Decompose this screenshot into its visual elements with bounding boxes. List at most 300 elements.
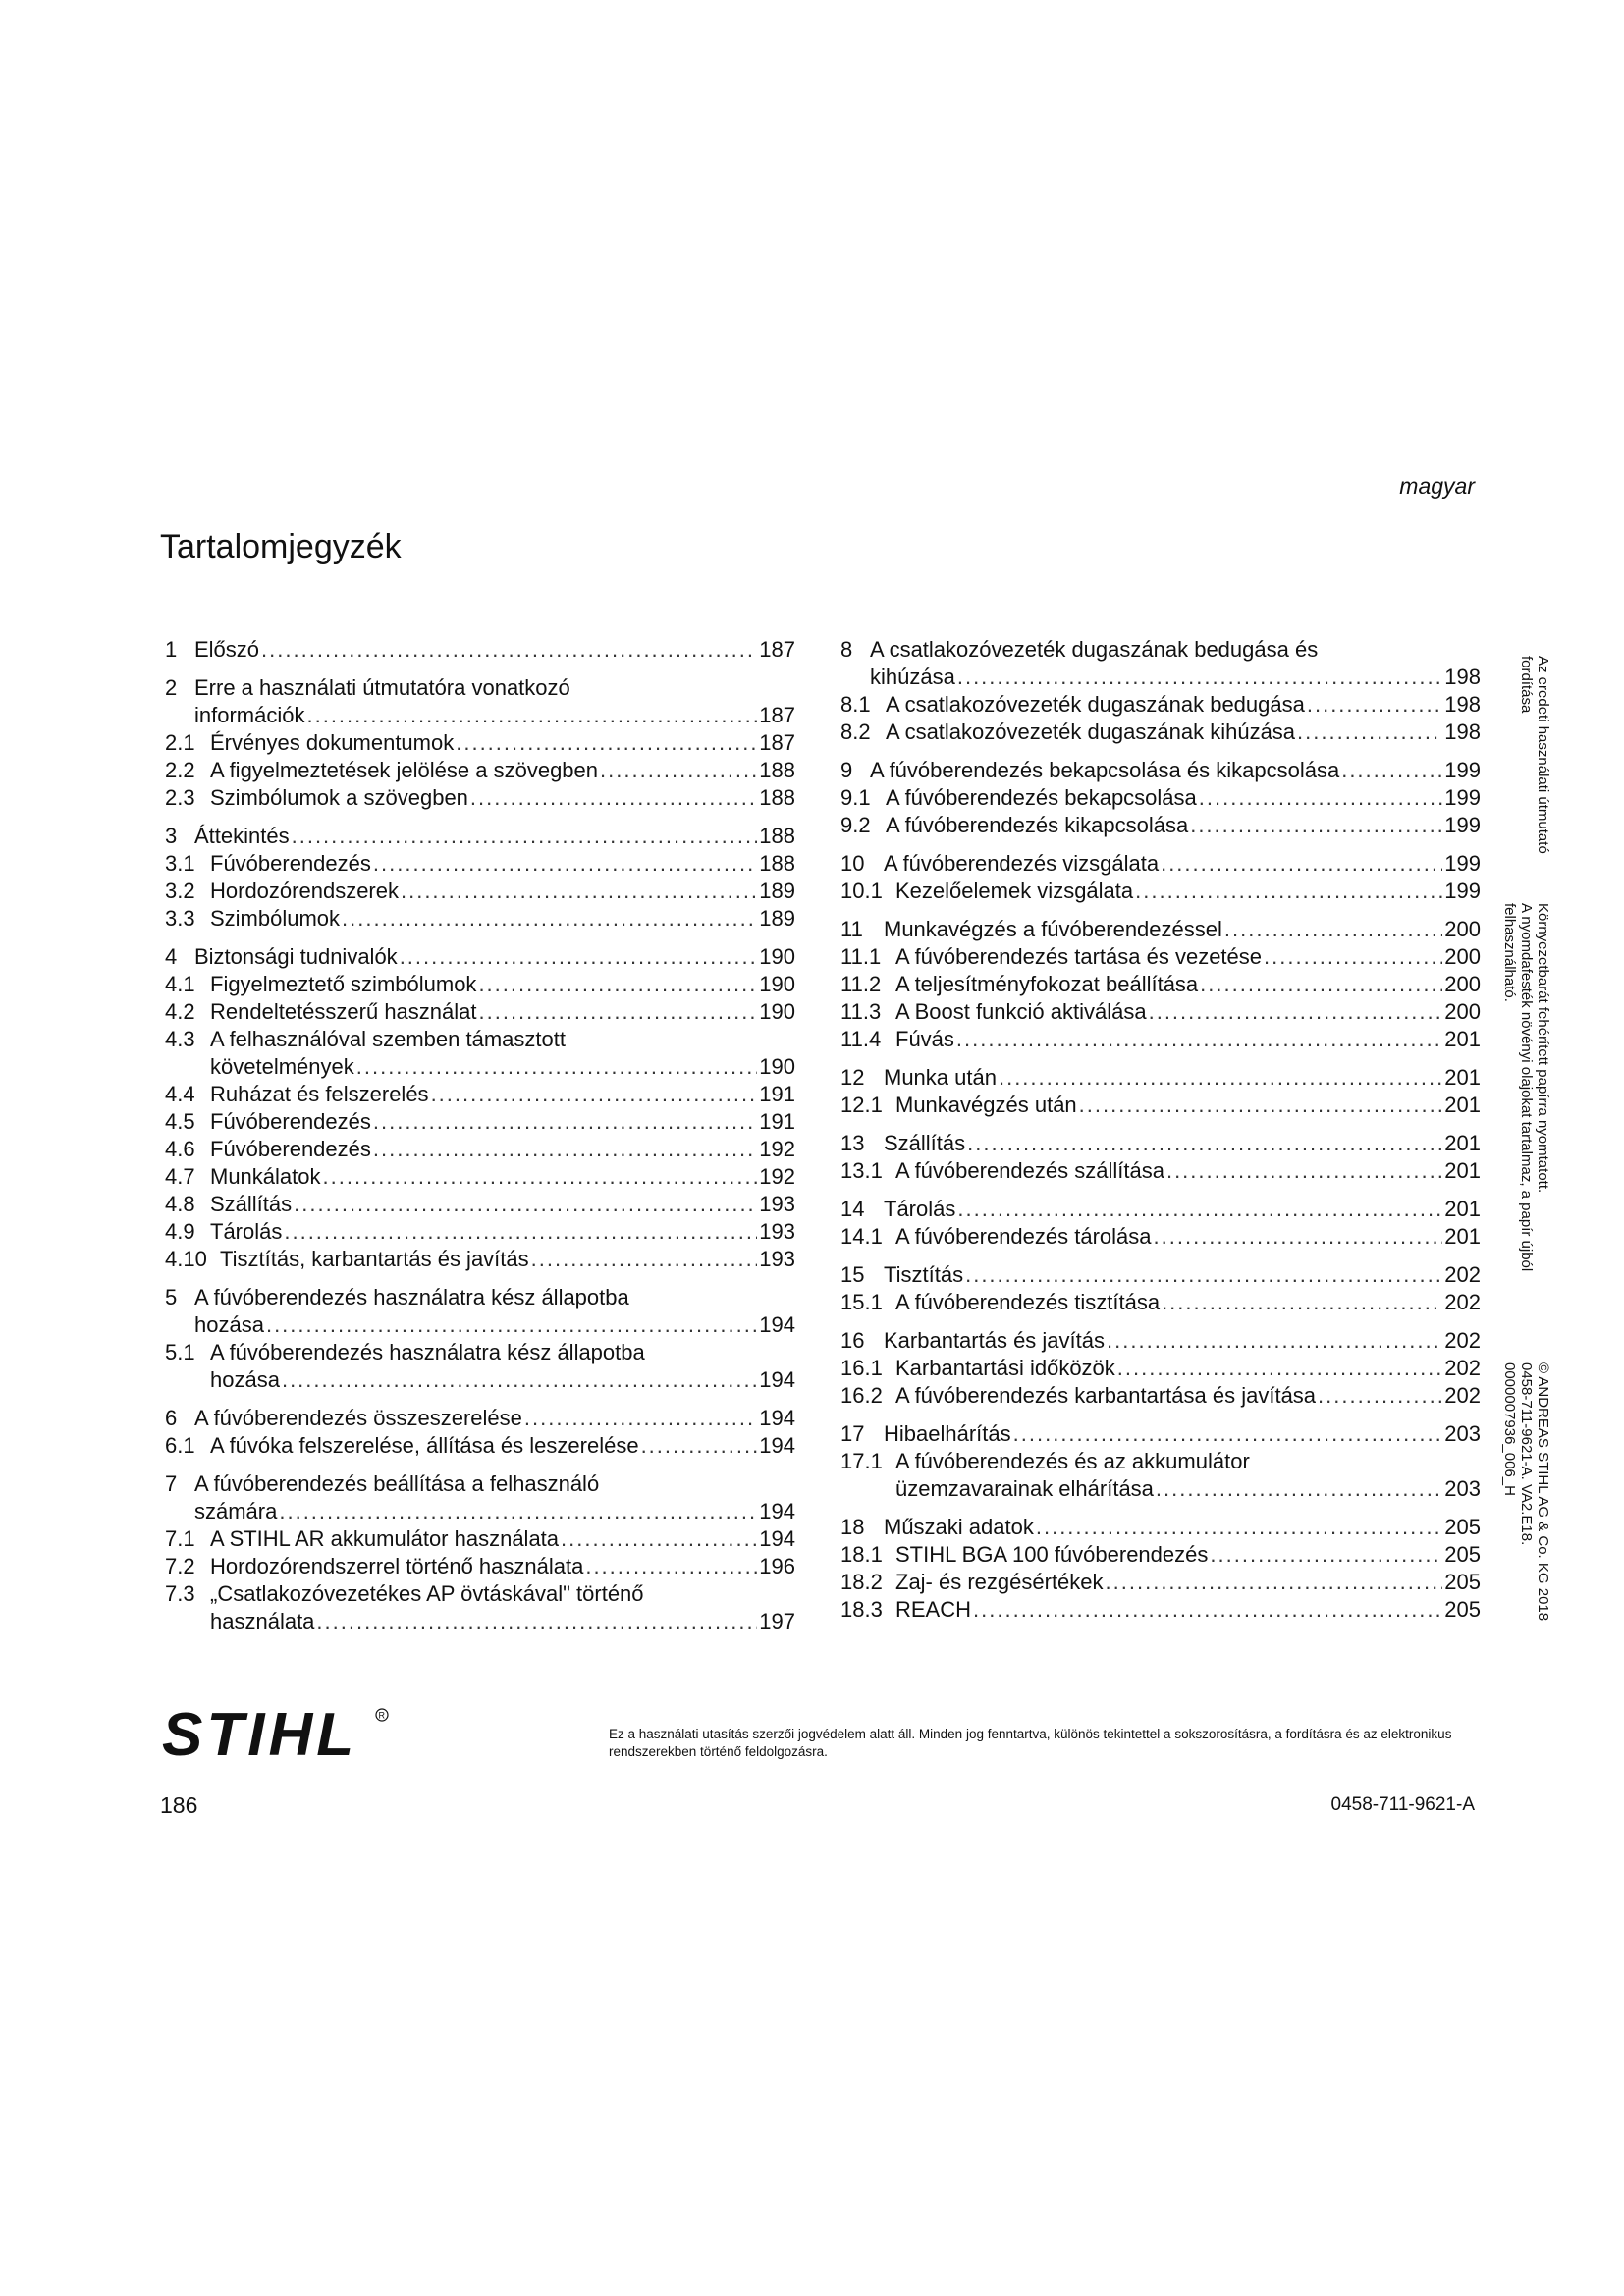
toc-entry-title: Hordozórendszerrel történő használata xyxy=(210,1554,584,1578)
toc-entry-page: 196 xyxy=(759,1554,795,1578)
toc-entry-number: 2.3 xyxy=(165,785,195,810)
toc-dot-leader xyxy=(1190,812,1442,839)
document-code: 0458-711-9621-A xyxy=(1330,1794,1475,1815)
toc-entry-page: 194 xyxy=(759,1406,795,1430)
toc-entry-number: 6 xyxy=(165,1406,178,1430)
page-title: Tartalomjegyzék xyxy=(160,528,402,565)
toc-dot-leader xyxy=(1341,757,1442,784)
toc-left-column xyxy=(165,636,795,1635)
toc-entry-title: Erre a használati útmutatóra vonatkozó xyxy=(194,675,570,700)
stihl-logo-text: STIHL xyxy=(162,1706,358,1763)
toc-entry-title: Munka után xyxy=(884,1065,997,1090)
toc-entry-page: 194 xyxy=(759,1312,795,1337)
toc-entry[interactable] xyxy=(840,850,1481,878)
toc-dot-leader xyxy=(600,757,757,784)
toc-dot-leader xyxy=(1135,878,1442,905)
toc-entry-title: Hibaelhárítás xyxy=(884,1421,1011,1446)
toc-entry-page: 187 xyxy=(759,637,795,662)
toc-entry-number: 18.2 xyxy=(840,1570,883,1594)
toc-entry-page: 198 xyxy=(1444,692,1481,717)
toc-entry-page: 188 xyxy=(759,758,795,782)
toc-entry-number: 1 xyxy=(165,637,178,662)
toc-entry[interactable] xyxy=(165,998,795,1026)
toc-entry[interactable] xyxy=(165,1580,795,1635)
toc-entry-title: A fúvóberendezés használatra kész állapotba xyxy=(194,1285,629,1309)
toc-entry-page: 202 xyxy=(1444,1356,1481,1380)
toc-entry-page: 190 xyxy=(759,1054,795,1079)
toc-entry-title: Figyelmeztető szimbólumok xyxy=(210,972,477,996)
toc-entry[interactable] xyxy=(840,1261,1481,1289)
toc-entry-title: használata xyxy=(210,1609,315,1633)
toc-entry-page: 193 xyxy=(759,1192,795,1216)
toc-entry-page: 199 xyxy=(1444,851,1481,876)
toc-entry[interactable] xyxy=(840,1092,1481,1119)
toc-entry-title: Hordozórendszerek xyxy=(210,879,399,903)
toc-entry-title: Munkavégzés után xyxy=(895,1093,1077,1117)
toc-entry-page: 201 xyxy=(1444,1065,1481,1090)
toc-entry-title: Szimbólumok a szövegben xyxy=(210,785,468,810)
toc-entry-page: 194 xyxy=(759,1367,795,1392)
toc-entry-title: A csatlakozóvezeték dugaszának bedugása és xyxy=(870,637,1319,662)
toc-entry-title: Szállítás xyxy=(884,1131,966,1155)
toc-entry-number: 3.3 xyxy=(165,906,195,931)
toc-entry-title: hozása xyxy=(210,1367,280,1392)
toc-entry-number: 9.2 xyxy=(840,813,871,837)
toc-entry-number: 8 xyxy=(840,637,853,662)
toc-entry-number: 3 xyxy=(165,824,178,848)
toc-entry-number: 18.3 xyxy=(840,1597,883,1622)
toc-entry-page: 187 xyxy=(759,703,795,727)
toc-entry-title: Tárolás xyxy=(884,1197,956,1221)
toc-entry-number: 11.4 xyxy=(840,1027,882,1051)
toc-entry-title: Fúvóberendezés xyxy=(210,851,371,876)
toc-entry-page: 193 xyxy=(759,1247,795,1271)
toc-entry-title: információk xyxy=(194,703,305,727)
toc-dot-leader xyxy=(292,823,758,850)
toc-entry-page: 202 xyxy=(1444,1328,1481,1353)
toc-entry-page: 205 xyxy=(1444,1542,1481,1567)
toc-entry-page: 200 xyxy=(1444,999,1481,1024)
toc-entry-title: A csatlakozóvezeték dugaszának kihúzása xyxy=(886,720,1296,744)
toc-entry[interactable] xyxy=(165,1525,795,1553)
toc-dot-leader xyxy=(967,1130,1442,1157)
toc-entry-title: Érvényes dokumentumok xyxy=(210,730,455,755)
toc-entry-number: 16 xyxy=(840,1328,865,1353)
toc-entry-page: 190 xyxy=(759,944,795,969)
toc-entry-page: 198 xyxy=(1444,665,1481,689)
toc-dot-leader xyxy=(1199,784,1443,812)
toc-dot-leader xyxy=(956,1026,1442,1053)
toc-entry-number: 17 xyxy=(840,1421,865,1446)
toc-entry-page: 205 xyxy=(1444,1597,1481,1622)
toc-entry-page: 200 xyxy=(1444,917,1481,941)
toc-entry-title: Fúvóberendezés xyxy=(210,1109,371,1134)
toc-entry[interactable] xyxy=(840,1541,1481,1569)
toc-dot-leader xyxy=(1224,916,1442,943)
toc-dot-leader xyxy=(456,729,757,757)
toc-entry-page: 203 xyxy=(1444,1476,1481,1501)
toc-entry-title: Tisztítás, karbantartás és javítás xyxy=(220,1247,529,1271)
toc-entry-title: Biztonsági tudnivalók xyxy=(194,944,398,969)
toc-entry-title: Szállítás xyxy=(210,1192,293,1216)
toc-entry[interactable] xyxy=(165,823,795,850)
toc-entry[interactable] xyxy=(165,636,795,664)
toc-entry-number: 12.1 xyxy=(840,1093,883,1117)
toc-entry-page: 191 xyxy=(759,1082,795,1106)
toc-dot-leader xyxy=(1149,998,1443,1026)
toc-entry-number: 4.8 xyxy=(165,1192,195,1216)
toc-entry-title: Munkálatok xyxy=(210,1164,321,1189)
toc-entry[interactable] xyxy=(165,1432,795,1460)
toc-entry-number: 4.2 xyxy=(165,999,195,1024)
toc-dot-leader xyxy=(279,1498,757,1525)
toc-entry[interactable] xyxy=(840,1448,1481,1503)
toc-entry-title: A csatlakozóvezeték dugaszának bedugása xyxy=(886,692,1305,717)
toc-entry-title: A fúvóberendezés összeszerelése xyxy=(194,1406,522,1430)
toc-entry-title: A fúvóberendezés kikapcsolása xyxy=(886,813,1189,837)
toc-entry[interactable] xyxy=(840,1355,1481,1382)
toc-dot-leader xyxy=(1079,1092,1443,1119)
toc-entry-number: 6.1 xyxy=(165,1433,195,1458)
toc-dot-leader xyxy=(1106,1569,1443,1596)
toc-entry-number: 8.1 xyxy=(840,692,871,717)
toc-entry-number: 14.1 xyxy=(840,1224,883,1249)
toc-entry-page: 197 xyxy=(759,1609,795,1633)
toc-entry-number: 12 xyxy=(840,1065,865,1090)
toc-entry[interactable] xyxy=(840,1289,1481,1316)
toc-entry-page: 200 xyxy=(1444,944,1481,969)
toc-entry-title: „Csatlakozóvezetékes AP övtáskával" történő xyxy=(210,1581,644,1606)
toc-entry-title: A fúvóberendezés bekapcsolása és kikapcsolása xyxy=(870,758,1340,782)
toc-dot-leader xyxy=(1154,1223,1443,1251)
toc-entry-number: 11.1 xyxy=(840,944,882,969)
toc-entry-number: 5.1 xyxy=(165,1340,195,1364)
toc-entry-number: 18.1 xyxy=(840,1542,883,1567)
toc-entry[interactable] xyxy=(840,971,1481,998)
toc-entry-number: 4.3 xyxy=(165,1027,195,1051)
toc-entry-page: 205 xyxy=(1444,1515,1481,1539)
toc-entry-number: 15 xyxy=(840,1262,865,1287)
toc-entry-title: A fúvóberendezés vizsgálata xyxy=(884,851,1160,876)
toc-entry-number: 18 xyxy=(840,1515,865,1539)
stihl-logo xyxy=(160,1706,396,1763)
toc-entry[interactable] xyxy=(165,1026,795,1081)
toc-entry-page: 202 xyxy=(1444,1262,1481,1287)
toc-dot-leader xyxy=(1036,1514,1442,1541)
toc-entry[interactable] xyxy=(840,916,1481,943)
toc-dot-leader xyxy=(957,1196,1442,1223)
language-label: magyar xyxy=(1399,473,1475,499)
toc-entry[interactable] xyxy=(840,757,1481,784)
toc-entry[interactable] xyxy=(165,943,795,971)
toc-entry[interactable] xyxy=(840,1596,1481,1624)
toc-entry-number: 13.1 xyxy=(840,1158,883,1183)
toc-entry-page: 193 xyxy=(759,1219,795,1244)
toc-dot-leader xyxy=(294,1191,757,1218)
toc-entry[interactable] xyxy=(165,1470,795,1525)
toc-dot-leader xyxy=(1318,1382,1442,1410)
toc-dot-leader xyxy=(479,998,758,1026)
toc-entry-title: üzemzavarainak elhárítása xyxy=(895,1476,1154,1501)
side-note-copyright: © ANDREAS STIHL AG & Co. KG 2018 0458-711-9621-A. VA2.E18. 0000007936_006_H xyxy=(1501,1362,1551,1622)
toc-dot-leader xyxy=(1210,1541,1442,1569)
toc-entry-page: 201 xyxy=(1444,1093,1481,1117)
toc-dot-leader xyxy=(1107,1327,1442,1355)
toc-entry-title: A fúvóberendezés beállítása a felhasználó xyxy=(194,1471,600,1496)
toc-entry-number: 7.3 xyxy=(165,1581,195,1606)
toc-entry-number: 14 xyxy=(840,1197,865,1221)
toc-entry-title: Ruházat és felszerelés xyxy=(210,1082,429,1106)
toc-entry-page: 201 xyxy=(1444,1131,1481,1155)
toc-entry-title: REACH xyxy=(895,1597,972,1622)
toc-entry-page: 188 xyxy=(759,785,795,810)
toc-entry-number: 11 xyxy=(840,917,863,941)
toc-entry[interactable] xyxy=(165,1284,795,1339)
toc-entry-title: Szimbólumok xyxy=(210,906,341,931)
toc-entry-number: 4.1 xyxy=(165,972,195,996)
toc-entry[interactable] xyxy=(840,784,1481,812)
toc-entry-number: 3.1 xyxy=(165,851,195,876)
toc-entry[interactable] xyxy=(840,1026,1481,1053)
toc-entry-page: 199 xyxy=(1444,879,1481,903)
toc-entry[interactable] xyxy=(840,1514,1481,1541)
toc-dot-leader xyxy=(1162,1289,1442,1316)
toc-entry-title: Karbantartás és javítás xyxy=(884,1328,1106,1353)
toc-entry-page: 194 xyxy=(759,1499,795,1523)
toc-entry-number: 4 xyxy=(165,944,178,969)
toc-entry-title: Fúvóberendezés xyxy=(210,1137,371,1161)
toc-entry-number: 7.2 xyxy=(165,1554,195,1578)
toc-entry-number: 17.1 xyxy=(840,1449,883,1473)
toc-entry[interactable] xyxy=(840,1382,1481,1410)
side-note-translation: Az eredeti használati útmutató fordítása xyxy=(1518,656,1551,854)
toc-entry-title: számára xyxy=(194,1499,278,1523)
toc-dot-leader xyxy=(524,1405,757,1432)
toc-entry-number: 4.5 xyxy=(165,1109,195,1134)
toc-dot-leader xyxy=(641,1432,758,1460)
toc-entry-title: STIHL BGA 100 fúvóberendezés xyxy=(895,1542,1209,1567)
toc-entry-number: 11.3 xyxy=(840,999,882,1024)
toc-entry-number: 4.4 xyxy=(165,1082,195,1106)
toc-entry-title: A fúvóberendezés tárolása xyxy=(895,1224,1152,1249)
toc-entry-page: 189 xyxy=(759,906,795,931)
toc-entry-page: 188 xyxy=(759,824,795,848)
toc-dot-leader xyxy=(373,1108,757,1136)
toc-entry-title: A fúvóka felszerelése, állítása és leszerelése xyxy=(210,1433,639,1458)
toc-entry[interactable] xyxy=(165,1218,795,1246)
toc-entry-page: 190 xyxy=(759,972,795,996)
toc-entry[interactable] xyxy=(165,729,795,757)
toc-entry-page: 201 xyxy=(1444,1224,1481,1249)
toc-entry-page: 191 xyxy=(759,1109,795,1134)
toc-dot-leader xyxy=(965,1261,1442,1289)
toc-entry[interactable] xyxy=(165,1191,795,1218)
toc-entry-title: A fúvóberendezés tartása és vezetése xyxy=(895,944,1263,969)
toc-entry[interactable] xyxy=(840,998,1481,1026)
toc-entry[interactable] xyxy=(840,1223,1481,1251)
toc-dot-leader xyxy=(282,1366,757,1394)
toc-entry-page: 201 xyxy=(1444,1027,1481,1051)
page-number: 186 xyxy=(160,1792,198,1818)
toc-entry-page: 199 xyxy=(1444,813,1481,837)
toc-entry-page: 200 xyxy=(1444,972,1481,996)
toc-entry-page: 188 xyxy=(759,851,795,876)
toc-entry-number: 2 xyxy=(165,675,178,700)
toc-entry-page: 203 xyxy=(1444,1421,1481,1446)
toc-dot-leader xyxy=(306,702,757,729)
toc-entry-title: Karbantartási időközök xyxy=(895,1356,1115,1380)
toc-entry[interactable] xyxy=(165,1246,795,1273)
toc-dot-leader xyxy=(401,878,757,905)
toc-entry[interactable] xyxy=(840,943,1481,971)
toc-entry[interactable] xyxy=(165,878,795,905)
toc-entry-title: Tisztítás xyxy=(884,1262,964,1287)
toc-entry[interactable] xyxy=(165,1163,795,1191)
toc-dot-leader xyxy=(261,636,757,664)
toc-entry[interactable] xyxy=(165,905,795,933)
toc-entry[interactable] xyxy=(165,757,795,784)
toc-dot-leader xyxy=(1307,691,1442,719)
toc-entry-title: kihúzása xyxy=(870,665,955,689)
toc-entry-page: 194 xyxy=(759,1433,795,1458)
toc-dot-leader xyxy=(1161,850,1442,878)
toc-entry[interactable] xyxy=(840,1064,1481,1092)
toc-entry-number: 9 xyxy=(840,758,853,782)
toc-dot-leader xyxy=(1156,1475,1442,1503)
toc-dot-leader xyxy=(531,1246,758,1273)
toc-dot-leader xyxy=(400,943,758,971)
toc-entry[interactable] xyxy=(165,1081,795,1108)
toc-entry[interactable] xyxy=(840,636,1481,691)
toc-entry-title: A fúvóberendezés szállítása xyxy=(895,1158,1164,1183)
toc-entry[interactable] xyxy=(165,971,795,998)
toc-dot-leader xyxy=(1264,943,1442,971)
toc-entry-number: 16.2 xyxy=(840,1383,883,1408)
toc-dot-leader xyxy=(470,784,757,812)
toc-entry-page: 194 xyxy=(759,1526,795,1551)
toc-entry-title: A fúvóberendezés bekapcsolása xyxy=(886,785,1197,810)
side-note-paper: Környezetbarát fehérített papírra nyomtatott. A nyomdafesték növényi olajokat tartalmaz, a papír újból felhasználható. xyxy=(1501,903,1551,1272)
toc-entry-number: 2.1 xyxy=(165,730,195,755)
toc-dot-leader xyxy=(478,971,757,998)
toc-entry[interactable] xyxy=(840,1130,1481,1157)
toc-entry-number: 7.1 xyxy=(165,1526,195,1551)
toc-dot-leader xyxy=(266,1311,757,1339)
toc-entry-title: Munkavégzés a fúvóberendezéssel xyxy=(884,917,1222,941)
toc-dot-leader xyxy=(1166,1157,1442,1185)
toc-entry-number: 13 xyxy=(840,1131,865,1155)
toc-dot-leader xyxy=(585,1553,757,1580)
toc-entry-number: 2.2 xyxy=(165,758,195,782)
toc-entry-title: Tárolás xyxy=(210,1219,283,1244)
toc-dot-leader xyxy=(373,850,757,878)
toc-entry-number: 16.1 xyxy=(840,1356,883,1380)
toc-entry[interactable] xyxy=(840,1196,1481,1223)
toc-entry[interactable] xyxy=(165,1108,795,1136)
toc-entry-page: 199 xyxy=(1444,785,1481,810)
toc-entry-number: 15.1 xyxy=(840,1290,883,1314)
toc-entry-page: 202 xyxy=(1444,1383,1481,1408)
toc-entry-page: 187 xyxy=(759,730,795,755)
toc-dot-leader xyxy=(1200,971,1442,998)
toc-entry-title: A teljesítményfokozat beállítása xyxy=(895,972,1199,996)
toc-entry-title: Előszó xyxy=(194,637,260,662)
toc-entry[interactable] xyxy=(165,1405,795,1432)
toc-dot-leader xyxy=(999,1064,1442,1092)
toc-entry-title: hozása xyxy=(194,1312,264,1337)
toc-entry[interactable] xyxy=(165,784,795,812)
toc-right-column xyxy=(840,636,1481,1624)
toc-entry[interactable] xyxy=(840,1569,1481,1596)
toc-entry-title: A STIHL AR akkumulátor használata xyxy=(210,1526,560,1551)
copyright-note: Ez a használati utasítás szerzői jogvédelem alatt áll. Minden jog fenntartva, különös tekintettel a sokszorosításra, a fordításra és az elektronikus rendszerekben történő feldolgozásra. xyxy=(609,1727,1452,1759)
toc-entry[interactable] xyxy=(165,1553,795,1580)
toc-dot-leader xyxy=(323,1163,758,1191)
toc-entry[interactable] xyxy=(165,1339,795,1394)
toc-entry-title: A figyelmeztetések jelölése a szövegben xyxy=(210,758,599,782)
toc-entry-number: 10.1 xyxy=(840,879,883,903)
toc-entry-title: A felhasználóval szemben támasztott xyxy=(210,1027,566,1051)
toc-entry-title: A fúvóberendezés használatra kész állapotba xyxy=(210,1340,645,1364)
toc-entry-title: Kezelőelemek vizsgálata xyxy=(895,879,1134,903)
toc-entry-title: A fúvóberendezés tisztítása xyxy=(895,1290,1161,1314)
toc-entry-title: Áttekintés xyxy=(194,824,290,848)
toc-dot-leader xyxy=(973,1596,1442,1624)
toc-entry[interactable] xyxy=(840,812,1481,839)
toc-entry-title: A fúvóberendezés karbantartása és javítása xyxy=(895,1383,1317,1408)
toc-entry-number: 11.2 xyxy=(840,972,882,996)
toc-dot-leader xyxy=(1013,1420,1443,1448)
toc-entry-page: 205 xyxy=(1444,1570,1481,1594)
toc-entry-page: 201 xyxy=(1444,1197,1481,1221)
toc-dot-leader xyxy=(342,905,757,933)
toc-entry[interactable] xyxy=(840,1420,1481,1448)
toc-entry-number: 4.9 xyxy=(165,1219,195,1244)
toc-entry-page: 192 xyxy=(759,1137,795,1161)
toc-entry-number: 3.2 xyxy=(165,879,195,903)
toc-entry[interactable] xyxy=(840,719,1481,746)
toc-dot-leader xyxy=(1117,1355,1442,1382)
toc-entry-title: Fúvás xyxy=(895,1027,954,1051)
toc-entry[interactable] xyxy=(840,878,1481,905)
toc-entry-number: 9.1 xyxy=(840,785,871,810)
toc-entry-page: 189 xyxy=(759,879,795,903)
toc-dot-leader xyxy=(373,1136,757,1163)
toc-entry-title: A Boost funkció aktiválása xyxy=(895,999,1147,1024)
toc-entry-title: A fúvóberendezés és az akkumulátor xyxy=(895,1449,1250,1473)
toc-dot-leader xyxy=(957,664,1442,691)
toc-entry[interactable] xyxy=(840,691,1481,719)
toc-entry[interactable] xyxy=(165,850,795,878)
svg-text:R: R xyxy=(378,1710,385,1721)
toc-entry[interactable] xyxy=(165,1136,795,1163)
toc-dot-leader xyxy=(356,1053,758,1081)
toc-entry[interactable] xyxy=(840,1157,1481,1185)
toc-entry[interactable] xyxy=(165,674,795,729)
toc-entry-title: követelmények xyxy=(210,1054,354,1079)
toc-entry-page: 199 xyxy=(1444,758,1481,782)
toc-entry-number: 8.2 xyxy=(840,720,871,744)
toc-dot-leader xyxy=(316,1608,757,1635)
toc-entry-number: 4.10 xyxy=(165,1247,207,1271)
toc-entry-page: 190 xyxy=(759,999,795,1024)
toc-entry-title: Rendeltetésszerű használat xyxy=(210,999,477,1024)
toc-entry-number: 7 xyxy=(165,1471,178,1496)
toc-dot-leader xyxy=(1297,719,1442,746)
toc-entry[interactable] xyxy=(840,1327,1481,1355)
toc-entry-number: 5 xyxy=(165,1285,178,1309)
toc-entry-number: 4.7 xyxy=(165,1164,195,1189)
